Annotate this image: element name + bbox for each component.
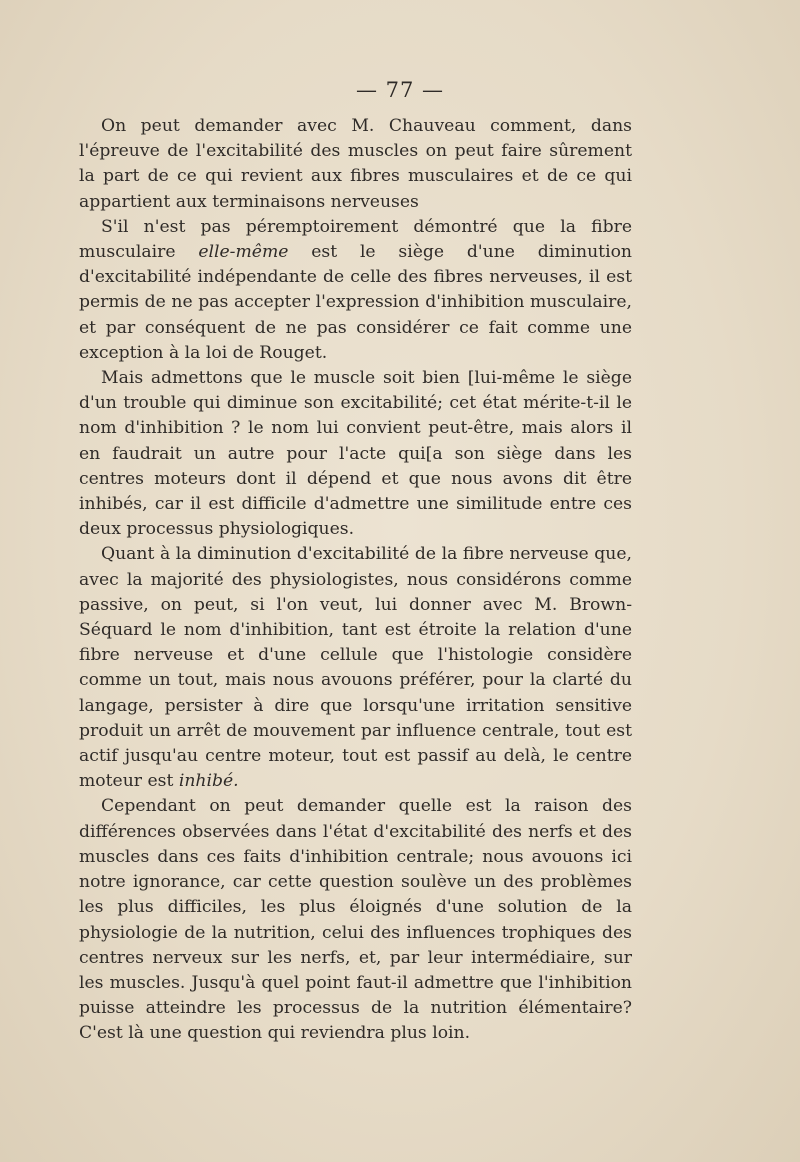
paragraph-4-before: Quant à la diminution d'excitabilité de la fibre nerveuse que, avec la majorité des physiologistes, nous considérons comme passive, on peut, si l'on veut, lui donner avec M. Brown-Séquard le nom d'inhibition, tant est étroite la relation d'une fibre nerveuse et d'une cellule que l'histologie considère comme un tout, mais nous avouons préférer, pour la clarté du langage, persister à dire que lorsqu'une irritation sensitive produit un arrêt de mouvement par influence centrale, tout est actif jusqu'au centre moteur, tout est passif au delà, le centre moteur est [79, 544, 632, 792]
paragraph-2-emphasis: elle-même [198, 242, 289, 263]
paragraph-4-emphasis: inhibé. [178, 771, 239, 792]
paragraph-1: On peut demander avec M. Chauveau comment, dans l'épreuve de l'excitabilité des muscles on peut faire sûrement la part de ce qui revient aux fibres musculaires et de ce qui appartient aux terminaisons nerveuses [79, 116, 632, 212]
paragraph-2 [79, 215, 632, 366]
body-text [79, 114, 632, 1047]
paragraph-2-after: est le siège d'une diminution d'excitabilité indépendante de celle des fibres nerveuses, il est permis de ne pas accepter l'expression d'inhibition musculaire, et par conséquent de ne pas considérer ce fait comme une exception à la loi de Rouget. [79, 242, 632, 363]
paragraph-2-before: S'il n'est pas péremptoirement démontré que la fibre musculaire [79, 216, 632, 263]
paragraph-5: Cependant on peut demander quelle est la raison des différences observées dans l'état d'excitabilité des nerfs et des muscles dans ces faits d'inhibition centrale; nous avouons ici notre ignorance, car cette question soulève un des problèmes les plus difficiles, les plus éloignés d'une solution de la physiologie de la nutrition, celui des influences trophiques des centres nerveux sur les nerfs, et, par leur intermédiaire, sur les muscles. Jusqu'à quel point faut-il admettre que l'inhibition puisse atteindre les processus de la nutrition élémentaire? C'est là une question qui reviendra plus loin. [79, 796, 632, 1044]
paragraph-4 [79, 542, 632, 794]
paragraph-3: Mais admettons que le muscle soit bien [lui-même le siège d'un trouble qui diminue son excitabilité; cet état mérite-t-il le nom d'inhibition ? le nom lui convient peut-être, mais alors il en faudrait un autre pour l'acte qui[a son siège dans les centres moteurs dont il dépend et que nous avons dit être inhibés, car il est difficile d'admettre une similitude entre ces deux processus physiologiques. [79, 368, 632, 540]
page-number: — 77 — [355, 78, 445, 102]
